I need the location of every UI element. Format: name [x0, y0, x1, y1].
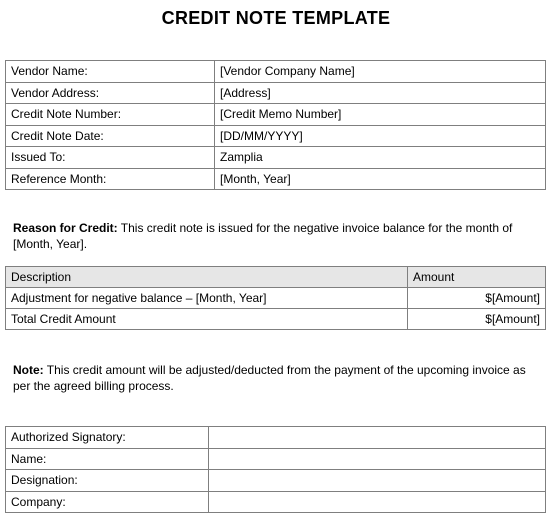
designation-label: Designation: [6, 470, 209, 492]
authorized-signatory-label: Authorized Signatory: [6, 427, 209, 449]
reason-label: Reason for Credit: [13, 221, 118, 235]
credit-note-number-value: [Credit Memo Number] [215, 104, 546, 126]
table-row [6, 288, 546, 309]
note-text: This credit amount will be adjusted/deducted from the payment of the upcoming invoice as per the agreed billing process. [13, 363, 526, 393]
line-items-table [5, 266, 546, 330]
reference-month-value: [Month, Year] [215, 168, 546, 190]
note-label: Note: [13, 363, 44, 377]
table-row [6, 104, 546, 126]
table-row [6, 309, 546, 330]
total-amount: $[Amount] [408, 309, 546, 330]
issued-to-label: Issued To: [6, 147, 215, 169]
table-row [6, 125, 546, 147]
line-item-amount: $[Amount] [408, 288, 546, 309]
table-row [6, 470, 546, 492]
description-header: Description [6, 267, 408, 288]
vendor-address-value: [Address] [215, 82, 546, 104]
vendor-name-label: Vendor Name: [6, 61, 215, 83]
table-header-row [6, 267, 546, 288]
credit-note-date-value: [DD/MM/YYYY] [215, 125, 546, 147]
company-field[interactable] [209, 491, 546, 513]
vendor-address-label: Vendor Address: [6, 82, 215, 104]
table-row [6, 491, 546, 513]
table-row [6, 147, 546, 169]
table-row [6, 427, 546, 449]
vendor-name-value: [Vendor Company Name] [215, 61, 546, 83]
table-row [6, 448, 546, 470]
reason-for-credit [13, 220, 533, 252]
total-description: Total Credit Amount [6, 309, 408, 330]
name-field[interactable] [209, 448, 546, 470]
page-title: CREDIT NOTE TEMPLATE [161, 8, 391, 28]
note-paragraph [13, 362, 533, 394]
company-label: Company: [6, 491, 209, 513]
credit-note-date-label: Credit Note Date: [6, 125, 215, 147]
issued-to-value: Zamplia [215, 147, 546, 169]
table-row [6, 82, 546, 104]
authorized-signatory-field[interactable] [209, 427, 546, 449]
line-item-description: Adjustment for negative balance – [Month, Year] [6, 288, 408, 309]
credit-note-number-label: Credit Note Number: [6, 104, 215, 126]
name-label: Name: [6, 448, 209, 470]
reference-month-label: Reference Month: [6, 168, 215, 190]
table-row [6, 168, 546, 190]
vendor-details-table [5, 60, 546, 190]
reason-text: This credit note is issued for the negative invoice balance for the month of [Month, Year]. [13, 221, 513, 251]
amount-header: Amount [408, 267, 546, 288]
table-row [6, 61, 546, 83]
signatory-table [5, 426, 546, 513]
designation-field[interactable] [209, 470, 546, 492]
